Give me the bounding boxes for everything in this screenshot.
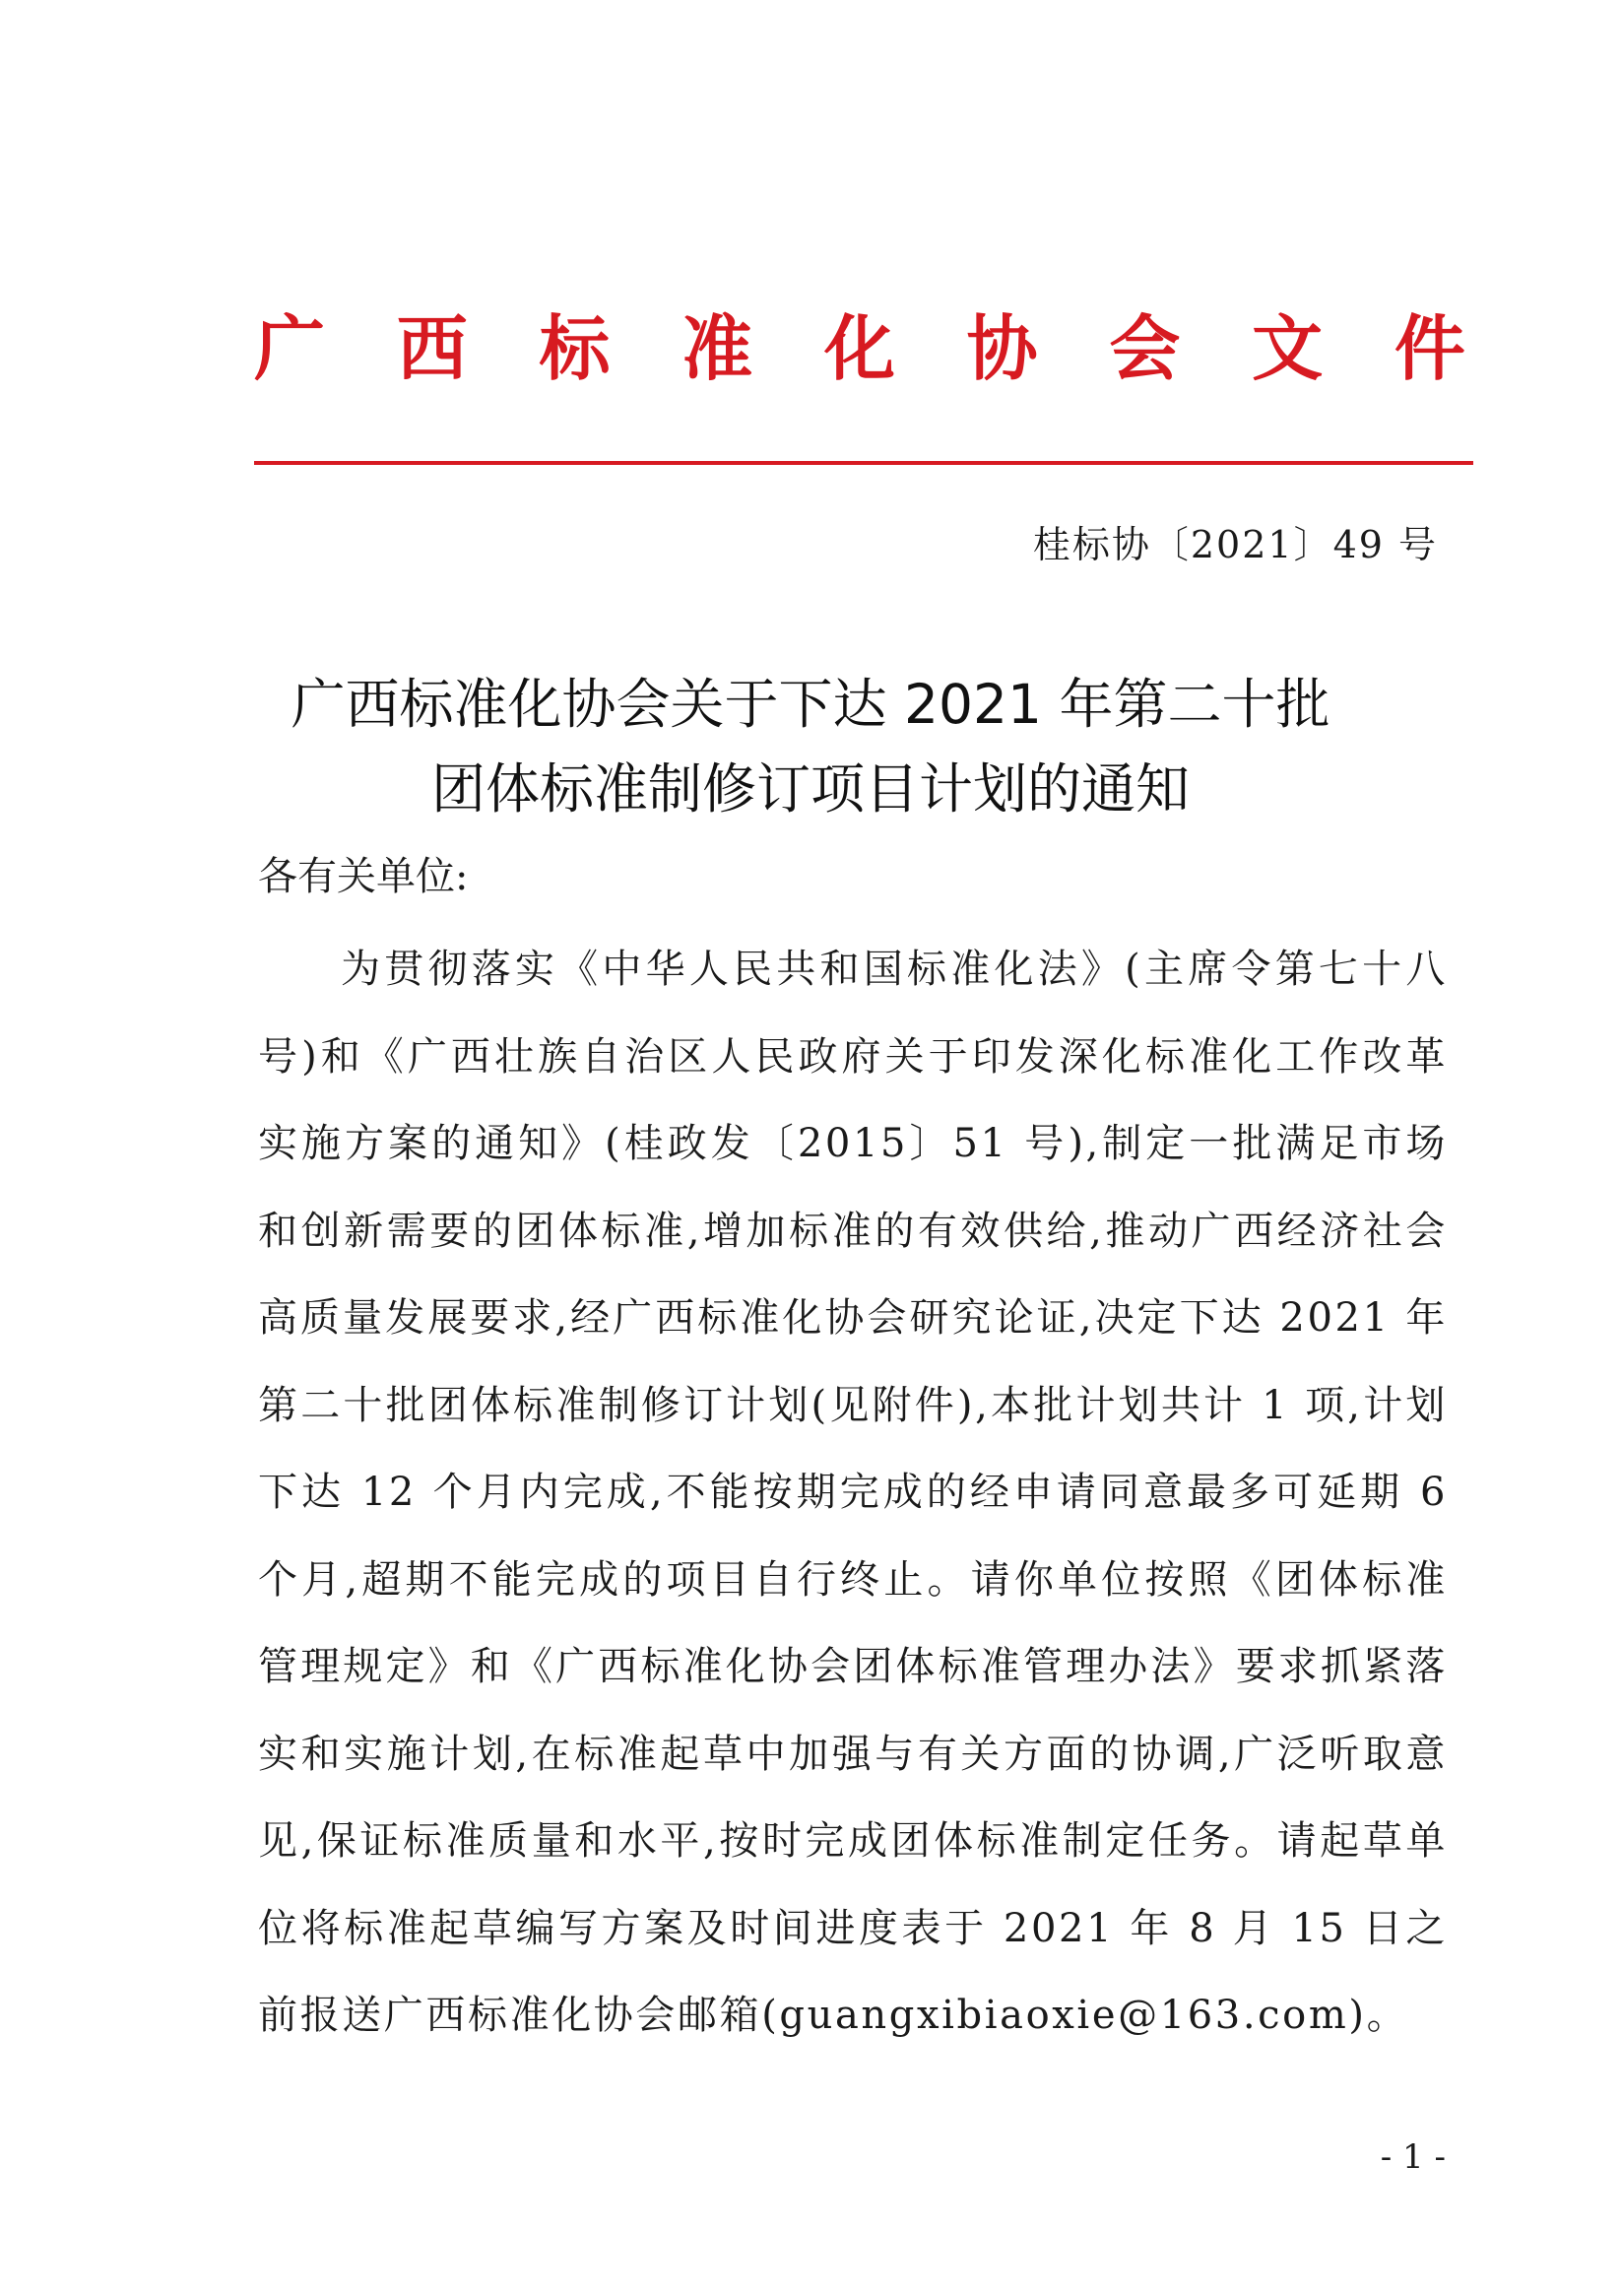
masthead-char: 标 (539, 307, 611, 390)
body-paragraph: 为贯彻落实《中华人民共和国标准化法》(主席令第七十八号)和《广西壮族自治区人民政府关于印发深化标准化工作改革实施方案的通知》(桂政发〔2015〕51 号),制定一批满足市场和创新需要的团体标准,增加标准的有效供给,推动广西经济社会高质量发展要求,经广西标准化协会研究论证,决定下达 2021 年第二十批团体标准制修订计划(见附件),本批计划共计 1 项,计划下达 12 个月内完成,不能按期完成的经申请同意最多可延期 6 个月,超期不能完成的项目自行终止。请你单位按照《团体标准管理规定》和《广西标准化协会团体标准管理办法》要求抓紧落实和实施计划,在标准起草中加强与有关方面的协调,广泛听取意见,保证标准质量和水平,按时完成团体标准制定任务。请起草单位将标准起草编写方案及时间进度表于 2021 年 8 月 15 日之前报送广西标准化协会邮箱(guangxibiaoxie@163.com)。 (258, 947, 1448, 2038)
masthead-divider (254, 461, 1473, 465)
masthead-char: 准 (681, 307, 753, 390)
page-number: - 1 - (1380, 2137, 1446, 2177)
document-number: 桂标协〔2021〕49 号 (1032, 523, 1438, 566)
document-title (148, 662, 1473, 831)
masthead-char: 协 (966, 307, 1038, 390)
masthead-char: 化 (823, 307, 895, 390)
masthead-char: 会 (1109, 307, 1181, 390)
masthead-title (254, 307, 1465, 390)
masthead-char: 件 (1394, 307, 1465, 390)
salutation: 各有关单位: (258, 854, 469, 899)
masthead-char: 西 (396, 307, 468, 390)
masthead-char: 文 (1252, 307, 1324, 390)
title-line-1: 广西标准化协会关于下达 2021 年第二十批 (291, 673, 1330, 736)
title-line-2: 团体标准制修订项目计划的通知 (430, 757, 1190, 820)
masthead-char: 广 (254, 307, 326, 390)
